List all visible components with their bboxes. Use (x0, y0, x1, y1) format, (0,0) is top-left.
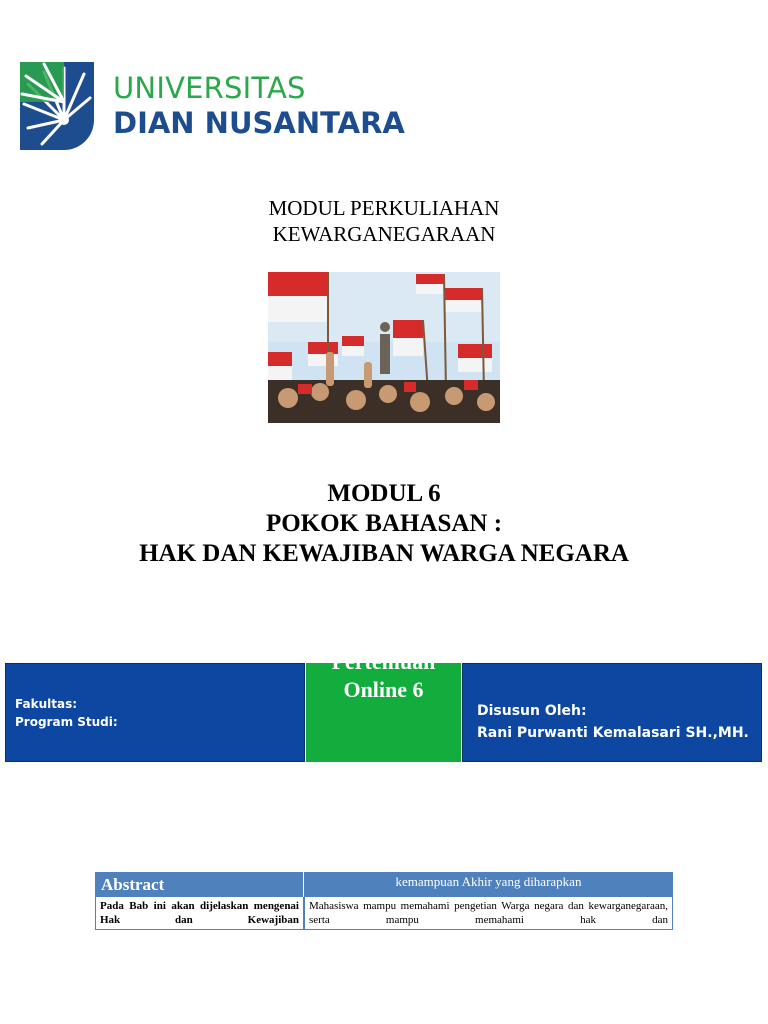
kemampuan-akhir-header: kemampuan Akhir yang diharapkan (304, 872, 673, 897)
logo-text-universitas: UNIVERSITAS (113, 71, 306, 105)
logo-mark-icon (20, 62, 94, 150)
abstract-header: Abstract (95, 872, 303, 897)
topic-title: HAK DAN KEWAJIBAN WARGA NEGARA (139, 540, 629, 567)
abstract-table (95, 872, 673, 930)
fakultas-label: Fakultas: (15, 697, 78, 711)
disusun-oleh-label: Disusun Oleh: (477, 703, 587, 719)
course-name-title: KEWARGANEGARAAN (272, 222, 496, 246)
modul-perkuliahan-title: MODUL PERKULIAHAN (268, 196, 500, 220)
faculty-panel (5, 663, 305, 762)
pertemuan-panel (306, 649, 461, 762)
pertemuan-label: Pertemuan (331, 649, 436, 674)
author-panel (462, 663, 762, 762)
module-number: MODUL 6 (327, 480, 441, 507)
program-studi-label: Program Studi: (15, 715, 118, 729)
university-logo (20, 62, 405, 152)
pokok-bahasan-label: POKOK BAHASAN : (265, 510, 503, 537)
cover-photo (268, 272, 500, 423)
kemampuan-akhir-body: Mahasiswa mampu memahami pengetian Warga negara dan kewarganegaraan, serta mampu memahami hak dan (304, 897, 673, 930)
logo-text-dian-nusantara: DIAN NUSANTARA (113, 106, 405, 140)
online-session-label: Online 6 (343, 677, 424, 702)
info-banner (5, 649, 762, 762)
author-name: Rani Purwanti Kemalasari SH.,MH. (477, 725, 749, 741)
abstract-body: Pada Bab ini akan dijelaskan mengenai Hak dan Kewajiban (95, 897, 304, 930)
